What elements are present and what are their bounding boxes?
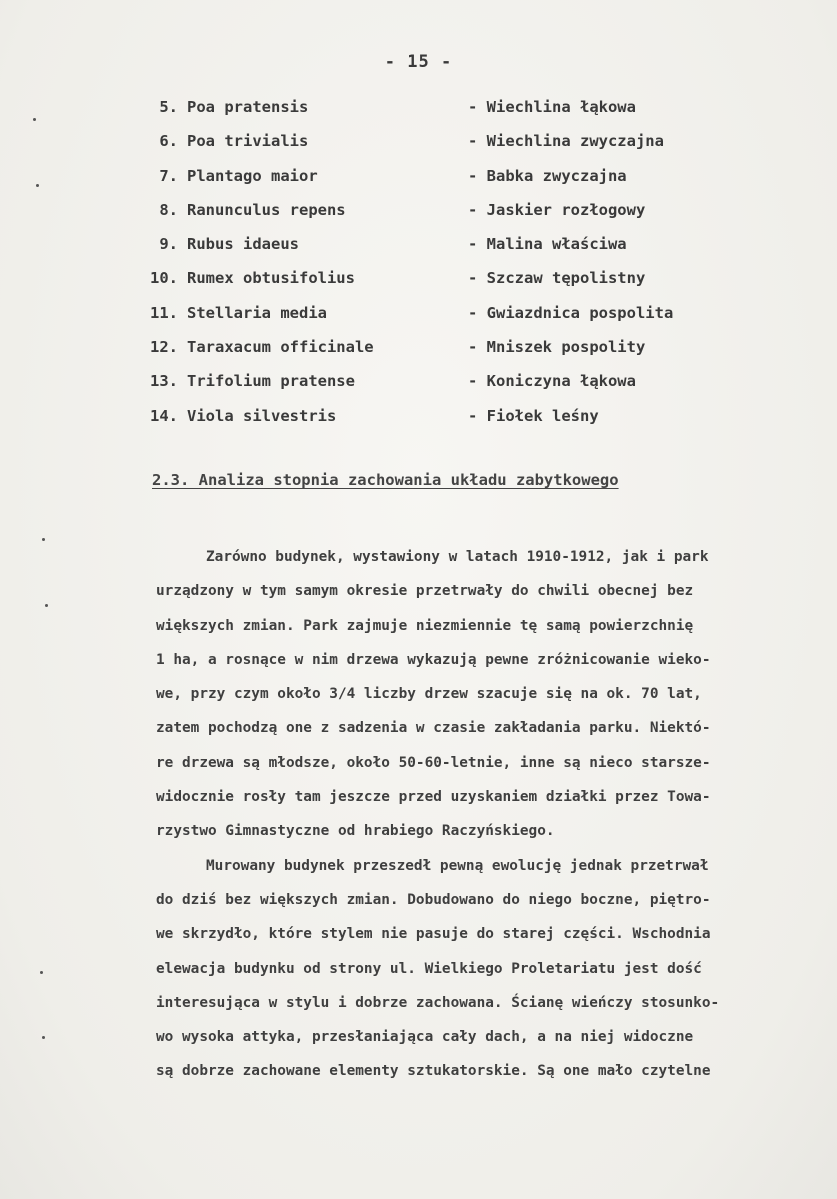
species-number: 14. (150, 406, 178, 425)
species-polish-name: - Malina właściwa (468, 235, 627, 254)
species-number: 7. (159, 166, 178, 185)
species-latin-name: Taraxacum officinale (187, 338, 374, 357)
species-polish-name: - Fiołek leśny (468, 406, 599, 425)
text-line: 1 ha, a rosnące w nim drzewa wykazują pewne zróżnicowanie wieko- (156, 651, 711, 668)
margin-mark (36, 184, 39, 187)
text-line: Murowany budynek przeszedł pewną ewolucję jednak przetrwał (206, 857, 709, 874)
text-line: widocznie rosły tam jeszcze przed uzyskaniem działki przez Towa- (156, 789, 711, 806)
species-polish-name: - Wiechlina łąkowa (468, 98, 636, 116)
text-line: rzystwo Gimnastyczne od hrabiego Raczyńskiego. (156, 823, 555, 840)
list-item (0, 167, 837, 201)
species-latin-name: Rubus idaeus (187, 235, 299, 254)
page-number: - 15 - (384, 52, 453, 72)
species-polish-name: - Koniczyna łąkowa (468, 372, 636, 391)
text-line: do dziś bez większych zmian. Dobudowano do niego boczne, piętro- (156, 891, 711, 908)
species-number: 8. (159, 200, 178, 219)
list-item (0, 304, 837, 338)
species-polish-name: - Mniszek pospolity (468, 338, 646, 357)
species-number: 11. (150, 303, 178, 322)
species-latin-name: Ranunculus repens (187, 200, 346, 219)
list-item (0, 235, 837, 269)
species-number: 9. (159, 235, 178, 254)
species-latin-name: Stellaria media (187, 303, 327, 322)
species-number: 5. (159, 98, 178, 116)
margin-mark (33, 118, 36, 121)
text-line: urządzony w tym samym okresie przetrwały do chwili obecnej bez (156, 583, 694, 600)
species-latin-name: Viola silvestris (187, 406, 337, 425)
species-number: 12. (150, 338, 178, 357)
species-latin-name: Poa trivialis (187, 132, 309, 151)
text-line: we skrzydło, które stylem nie pasuje do starej części. Wschodnia (156, 926, 711, 943)
margin-mark (42, 538, 45, 541)
species-polish-name: - Wiechlina zwyczajna (468, 132, 664, 151)
margin-mark (45, 604, 48, 607)
species-latin-name: Poa pratensis (187, 98, 309, 116)
text-line: Zarówno budynek, wystawiony w latach 1910-1912, jak i park (206, 549, 709, 565)
section-heading: 2.3. Analiza stopnia zachowania układu zabytkowego (152, 471, 619, 489)
species-list (0, 98, 837, 441)
text-line: większych zmian. Park zajmuje niezmiennie tę samą powierzchnię (156, 617, 694, 634)
species-number: 10. (150, 269, 178, 288)
margin-mark (40, 971, 43, 974)
species-number: 6. (159, 132, 178, 151)
text-line: elewacja budynku od strony ul. Wielkiego Proletariatu jest dość (156, 960, 702, 977)
list-item (0, 338, 837, 372)
list-item (0, 132, 837, 166)
species-latin-name: Trifolium pratense (187, 372, 355, 391)
margin-mark (42, 1036, 45, 1039)
species-number: 13. (150, 372, 178, 391)
species-polish-name: - Babka zwyczajna (468, 166, 627, 185)
list-item (0, 269, 837, 303)
list-item (0, 98, 837, 132)
body-text (156, 540, 826, 1089)
list-item (0, 372, 837, 406)
list-item (0, 201, 837, 235)
text-line: są dobrze zachowane elementy sztukatorskie. Są one mało czytelne (156, 1063, 711, 1080)
text-line: zatem pochodzą one z sadzenia w czasie zakładania parku. Niektó- (156, 720, 711, 737)
species-latin-name: Rumex obtusifolius (187, 269, 355, 288)
species-polish-name: - Szczaw tępolistny (468, 269, 646, 288)
text-line: re drzewa są młodsze, około 50-60-letnie, inne są nieco starsze- (156, 754, 711, 771)
text-line: interesująca w stylu i dobrze zachowana. Ścianę wieńczy stosunko- (156, 994, 720, 1011)
species-latin-name: Plantago maior (187, 166, 318, 185)
species-polish-name: - Jaskier rozłogowy (468, 200, 646, 219)
text-line: we, przy czym około 3/4 liczby drzew szacuje się na ok. 70 lat, (156, 686, 702, 703)
list-item (0, 407, 837, 441)
species-polish-name: - Gwiazdnica pospolita (468, 303, 674, 322)
text-line: wo wysoka attyka, przesłaniająca cały dach, a na niej widoczne (156, 1029, 694, 1046)
